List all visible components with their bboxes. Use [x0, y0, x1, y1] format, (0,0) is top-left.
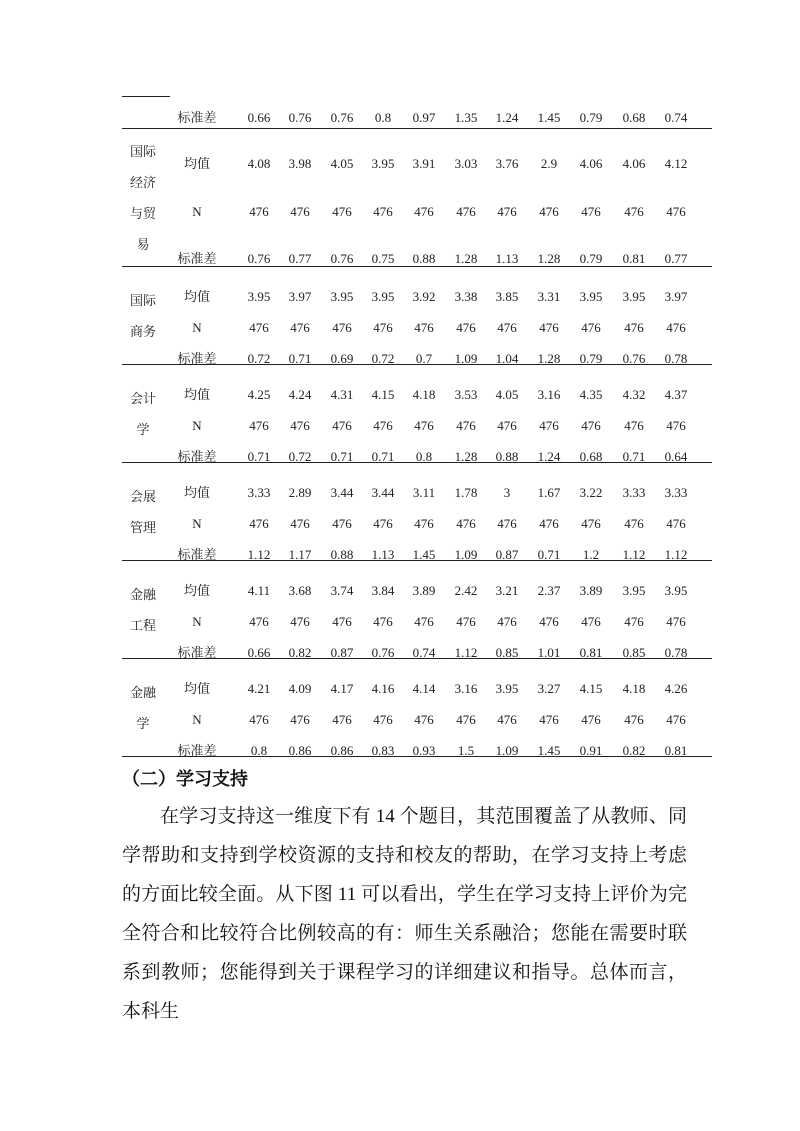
- table-cell: 0.75: [371, 251, 395, 266]
- table-cell: 2.89: [288, 485, 312, 500]
- stat-label: 均值: [183, 485, 210, 500]
- table-cell: 476: [497, 516, 517, 531]
- stat-label: 均值: [183, 387, 210, 402]
- table-cell: 0.83: [371, 743, 395, 758]
- table-cell: 4.08: [247, 156, 271, 171]
- table-cell: 476: [332, 204, 352, 219]
- table-cell: 476: [332, 320, 352, 335]
- table-cell: 4.26: [664, 681, 688, 696]
- table-cell: 0.76: [371, 645, 395, 660]
- table-cell: 0.7: [415, 351, 433, 366]
- table-cell: 476: [539, 418, 559, 433]
- table-cell: 0.71: [330, 449, 354, 464]
- table-cell: 476: [249, 614, 269, 629]
- table-cell: 3.95: [622, 583, 646, 598]
- table-cell: 0.66: [247, 110, 271, 125]
- table-cell: 3.44: [330, 485, 354, 500]
- table-cell: 3.21: [495, 583, 519, 598]
- table-cell: 3.97: [664, 289, 688, 304]
- table-cell: 0.91: [579, 743, 603, 758]
- table-cell: 476: [497, 614, 517, 629]
- table-cell: 0.66: [247, 645, 271, 660]
- table-cell: 476: [373, 614, 393, 629]
- table-cell: 2.9: [540, 156, 558, 171]
- table-cell: 1.28: [537, 251, 561, 266]
- stat-label: 标准差: [177, 251, 217, 266]
- group-label-line: 易: [136, 236, 150, 252]
- table-cell: 476: [666, 614, 686, 629]
- table-cell: 1.24: [537, 449, 561, 464]
- table-cell: 476: [456, 204, 476, 219]
- table-cell: 1.09: [454, 547, 478, 562]
- table-cell: 3.89: [579, 583, 603, 598]
- table-row: [164, 249, 712, 269]
- table-row: [164, 483, 712, 503]
- table-cell: 0.79: [579, 110, 603, 125]
- table-cell: 3.74: [330, 583, 354, 598]
- table-row: [164, 710, 712, 730]
- table-cell: 476: [414, 614, 434, 629]
- table-cell: 476: [373, 516, 393, 531]
- table-cell: 476: [290, 204, 310, 219]
- table-cell: 0.78: [664, 351, 688, 366]
- table-cell: 476: [624, 418, 644, 433]
- table-cell: 476: [581, 614, 601, 629]
- table-cell: 0.85: [622, 645, 646, 660]
- table-cell: 476: [666, 712, 686, 727]
- table-row: [164, 318, 712, 338]
- table-cell: 476: [539, 614, 559, 629]
- table-cell: 476: [414, 712, 434, 727]
- table-row: [164, 679, 712, 699]
- table-cell: 0.76: [622, 351, 646, 366]
- group-label-line: 商务: [129, 323, 156, 339]
- table-cell: 4.18: [622, 681, 646, 696]
- table-cell: 4.15: [371, 387, 395, 402]
- table-cell: 4.05: [495, 387, 519, 402]
- table-cell: 476: [456, 712, 476, 727]
- stat-label: N: [192, 516, 202, 531]
- table-cell: 0.82: [288, 645, 312, 660]
- table-cell: 0.71: [622, 449, 646, 464]
- table-row: [164, 154, 712, 174]
- table-cell: 0.71: [371, 449, 395, 464]
- table-cell: 0.68: [579, 449, 603, 464]
- group-label: [122, 659, 164, 756]
- table-cell: 1.13: [495, 251, 519, 266]
- table-cell: 3.95: [495, 681, 519, 696]
- group-label-line: 会展: [129, 488, 156, 504]
- group-label-line: 经济: [129, 174, 156, 190]
- table-cell: 3.89: [412, 583, 436, 598]
- table-cell: 3.22: [579, 485, 603, 500]
- table-cell: 3.68: [288, 583, 312, 598]
- table-cell: 0.86: [330, 743, 354, 758]
- table-cell: 3.95: [664, 583, 688, 598]
- group-label: [122, 561, 164, 658]
- table-cell: 4.25: [247, 387, 271, 402]
- table-cell: 476: [497, 712, 517, 727]
- table-cell: 0.88: [330, 547, 354, 562]
- table-cell: 476: [539, 320, 559, 335]
- table-cell: 476: [666, 320, 686, 335]
- table-cell: 0.87: [495, 547, 519, 562]
- table-group: [122, 365, 712, 463]
- table-cell: 1.09: [495, 743, 519, 758]
- table-cell: 4.32: [622, 387, 646, 402]
- table-cell: 3.33: [247, 485, 271, 500]
- table-cell: 1.5: [457, 743, 475, 758]
- table-cell: 476: [624, 614, 644, 629]
- table-cell: 1.12: [622, 547, 646, 562]
- table-cell: 476: [332, 418, 352, 433]
- table-cell: 1.28: [454, 251, 478, 266]
- table-cell: 0.77: [664, 251, 688, 266]
- table-cell: 1.12: [664, 547, 688, 562]
- table-cell: 3.33: [622, 485, 646, 500]
- table-cell: 0.88: [412, 251, 436, 266]
- table-cell: 0.72: [288, 449, 312, 464]
- table-cell: 476: [497, 204, 517, 219]
- table-cell: 4.06: [579, 156, 603, 171]
- stat-label: N: [192, 712, 202, 727]
- table-cell: 3.33: [664, 485, 688, 500]
- table-cell: 476: [581, 204, 601, 219]
- group-label-line: 会计: [129, 390, 156, 406]
- table-cell: 3.91: [412, 156, 436, 171]
- table-cell: 3.76: [495, 156, 519, 171]
- group-label-line: 金融: [129, 586, 156, 602]
- table-cell: 476: [373, 320, 393, 335]
- table-cell: 3.95: [622, 289, 646, 304]
- table-cell: 476: [332, 712, 352, 727]
- table-cell: 3.84: [371, 583, 395, 598]
- table-cell: 3.31: [537, 289, 561, 304]
- table-group: [122, 100, 712, 129]
- section-heading: （二）学习支持: [122, 769, 248, 790]
- table-cell: 3: [503, 485, 511, 500]
- table-cell: 476: [666, 516, 686, 531]
- table-cell: 476: [624, 320, 644, 335]
- table-cell: 476: [249, 418, 269, 433]
- table-cell: 1.67: [537, 485, 561, 500]
- stat-label: 标准差: [177, 645, 217, 660]
- table-cell: 1.45: [537, 743, 561, 758]
- table-cell: 0.76: [330, 251, 354, 266]
- table-row: [164, 416, 712, 436]
- table-cell: 0.85: [495, 645, 519, 660]
- table-group: [122, 129, 712, 267]
- table-row: [164, 514, 712, 534]
- table-cell: 0.64: [664, 449, 688, 464]
- table-cell: 476: [624, 204, 644, 219]
- table-cell: 1.13: [371, 547, 395, 562]
- table-cell: 476: [539, 712, 559, 727]
- table-cell: 3.95: [371, 156, 395, 171]
- stat-label: 标准差: [177, 743, 217, 758]
- stat-label: 均值: [183, 156, 210, 171]
- table-cell: 476: [373, 712, 393, 727]
- table-cell: 0.93: [412, 743, 436, 758]
- stat-label: 标准差: [177, 351, 217, 366]
- table-cell: 3.92: [412, 289, 436, 304]
- table-cell: 0.74: [664, 110, 688, 125]
- table-cell: 0.74: [412, 645, 436, 660]
- table-cell: 476: [373, 204, 393, 219]
- stat-label: N: [192, 204, 202, 219]
- group-label: [122, 129, 164, 266]
- table-cell: 476: [290, 614, 310, 629]
- table-cell: 2.42: [454, 583, 478, 598]
- table-cell: 3.97: [288, 289, 312, 304]
- table-row: [164, 385, 712, 405]
- table-cell: 3.95: [330, 289, 354, 304]
- table-cell: 1.28: [454, 449, 478, 464]
- table-cell: 0.72: [371, 351, 395, 366]
- table-cell: 4.31: [330, 387, 354, 402]
- table-cell: 1.78: [454, 485, 478, 500]
- table-cell: 4.37: [664, 387, 688, 402]
- group-label-line: 学: [136, 715, 150, 731]
- table-cell: 0.8: [415, 449, 433, 464]
- table-cell: 0.81: [579, 645, 603, 660]
- table-cell: 3.85: [495, 289, 519, 304]
- table-cell: 476: [290, 418, 310, 433]
- table-cell: 0.71: [288, 351, 312, 366]
- group-label: [122, 365, 164, 462]
- table-cell: 0.76: [247, 251, 271, 266]
- table-cell: 0.69: [330, 351, 354, 366]
- table-cell: 476: [456, 516, 476, 531]
- table-cell: 3.03: [454, 156, 478, 171]
- table-cell: 3.98: [288, 156, 312, 171]
- section-paragraph: 在学习支持这一维度下有 14 个题目，其范围覆盖了从教师、同学帮助和支持到学校资源的支持和校友的帮助，在学习支持上考虑的方面比较全面。从下图 11 可以看出，学生在学习支持上评价为完全符合和比较符合比例较高的有：师生关系融洽；您能在需要时联系到教师；您能得到关于课程学习的详细建议和指导。总体而言，本科生: [122, 806, 687, 1022]
- table-cell: 1.12: [454, 645, 478, 660]
- table-cell: 4.09: [288, 681, 312, 696]
- table-cell: 476: [456, 418, 476, 433]
- table-group: [122, 659, 712, 757]
- table-row: [164, 612, 712, 632]
- table-row: [164, 202, 712, 222]
- table-cell: 0.71: [247, 449, 271, 464]
- table-group: [122, 561, 712, 659]
- table-cell: 1.12: [247, 547, 271, 562]
- table-row: [164, 287, 712, 307]
- table-cell: 476: [414, 204, 434, 219]
- group-label-line: 与贸: [129, 205, 156, 221]
- group-label: [122, 267, 164, 364]
- table-cell: 3.11: [412, 485, 436, 500]
- table-cell: 1.45: [412, 547, 436, 562]
- table-cell: 4.17: [330, 681, 354, 696]
- table-cell: 3.95: [579, 289, 603, 304]
- stat-label: 均值: [183, 583, 210, 598]
- table-cell: 4.18: [412, 387, 436, 402]
- table-cell: 476: [539, 516, 559, 531]
- table-cell: 2.37: [537, 583, 561, 598]
- table-cell: 476: [497, 418, 517, 433]
- table-cell: 476: [666, 418, 686, 433]
- table-cell: 3.44: [371, 485, 395, 500]
- table-cell: 476: [373, 418, 393, 433]
- stats-table: [122, 100, 712, 757]
- table-cell: 3.27: [537, 681, 561, 696]
- stat-label: 均值: [183, 289, 210, 304]
- table-cell: 0.71: [537, 547, 561, 562]
- table-cell: 3.38: [454, 289, 478, 304]
- table-cell: 0.97: [412, 110, 436, 125]
- stat-label: N: [192, 320, 202, 335]
- stat-label: 标准差: [177, 449, 217, 464]
- table-cell: 0.87: [330, 645, 354, 660]
- group-label-line: 国际: [129, 143, 156, 159]
- table-cell: 0.8: [374, 110, 392, 125]
- table-cell: 0.77: [288, 251, 312, 266]
- stat-label: 均值: [183, 681, 210, 696]
- table-cell: 4.14: [412, 681, 436, 696]
- table-cell: 476: [249, 516, 269, 531]
- table-cell: 4.16: [371, 681, 395, 696]
- table-cell: 1.35: [454, 110, 478, 125]
- stat-label: 标准差: [177, 110, 217, 125]
- table-cell: 0.72: [247, 351, 271, 366]
- table-cell: 0.8: [250, 743, 268, 758]
- stat-label: N: [192, 614, 202, 629]
- table-row: [164, 741, 712, 761]
- stat-label: N: [192, 418, 202, 433]
- group-label-line: 工程: [129, 617, 156, 633]
- table-cell: 0.81: [664, 743, 688, 758]
- table-group: [122, 267, 712, 365]
- table-cell: 476: [456, 320, 476, 335]
- table-cell: 476: [581, 418, 601, 433]
- table-cell: 0.79: [579, 251, 603, 266]
- table-cell: 1.17: [288, 547, 312, 562]
- table-cell: 4.24: [288, 387, 312, 402]
- table-cell: 0.82: [622, 743, 646, 758]
- table-cell: 3.16: [537, 387, 561, 402]
- table-cell: 0.88: [495, 449, 519, 464]
- table-cell: 476: [249, 204, 269, 219]
- table-cell: 476: [414, 516, 434, 531]
- table-cell: 476: [539, 204, 559, 219]
- table-cell: 3.53: [454, 387, 478, 402]
- group-label-line: 国际: [129, 292, 156, 308]
- table-cell: 4.05: [330, 156, 354, 171]
- table-cell: 1.24: [495, 110, 519, 125]
- table-cell: 4.15: [579, 681, 603, 696]
- stat-label: 标准差: [177, 547, 217, 562]
- table-cell: 4.11: [247, 583, 271, 598]
- table-cell: 0.76: [288, 110, 312, 125]
- table-cell: 4.06: [622, 156, 646, 171]
- table-cell: 476: [290, 712, 310, 727]
- table-cell: 3.95: [247, 289, 271, 304]
- table-cell: 476: [332, 516, 352, 531]
- table-cell: 4.21: [247, 681, 271, 696]
- table-cell: 0.81: [622, 251, 646, 266]
- table-cell: 0.76: [330, 110, 354, 125]
- group-label-line: 金融: [129, 684, 156, 700]
- table-cell: 4.35: [579, 387, 603, 402]
- table-cell: 476: [581, 320, 601, 335]
- table-cell: 476: [249, 320, 269, 335]
- table-cell: 0.78: [664, 645, 688, 660]
- table-cell: 0.86: [288, 743, 312, 758]
- table-cell: 1.01: [537, 645, 561, 660]
- table-cell: 3.16: [454, 681, 478, 696]
- group-label: [122, 463, 164, 560]
- table-cell: 0.79: [579, 351, 603, 366]
- table-cell: 476: [249, 712, 269, 727]
- table-row: [164, 108, 712, 128]
- table-cell: 1.28: [537, 351, 561, 366]
- table-cell: 1.2: [582, 547, 600, 562]
- table-cell: 3.95: [371, 289, 395, 304]
- table-cell: 476: [666, 204, 686, 219]
- table-group: [122, 463, 712, 561]
- table-top-rule: [122, 96, 170, 97]
- table-cell: 476: [414, 418, 434, 433]
- group-label-line: 学: [136, 421, 150, 437]
- table-cell: 476: [497, 320, 517, 335]
- table-cell: 476: [290, 516, 310, 531]
- table-cell: 1.04: [495, 351, 519, 366]
- group-label-line: 管理: [129, 519, 156, 535]
- table-cell: 0.68: [622, 110, 646, 125]
- table-cell: 1.09: [454, 351, 478, 366]
- table-cell: 476: [624, 712, 644, 727]
- table-cell: 476: [581, 516, 601, 531]
- table-cell: 476: [290, 320, 310, 335]
- table-cell: 476: [581, 712, 601, 727]
- table-cell: 476: [624, 516, 644, 531]
- table-cell: 476: [456, 614, 476, 629]
- table-cell: 1.45: [537, 110, 561, 125]
- table-cell: 476: [332, 614, 352, 629]
- table-cell: 4.12: [664, 156, 688, 171]
- table-cell: 476: [414, 320, 434, 335]
- table-row: [164, 581, 712, 601]
